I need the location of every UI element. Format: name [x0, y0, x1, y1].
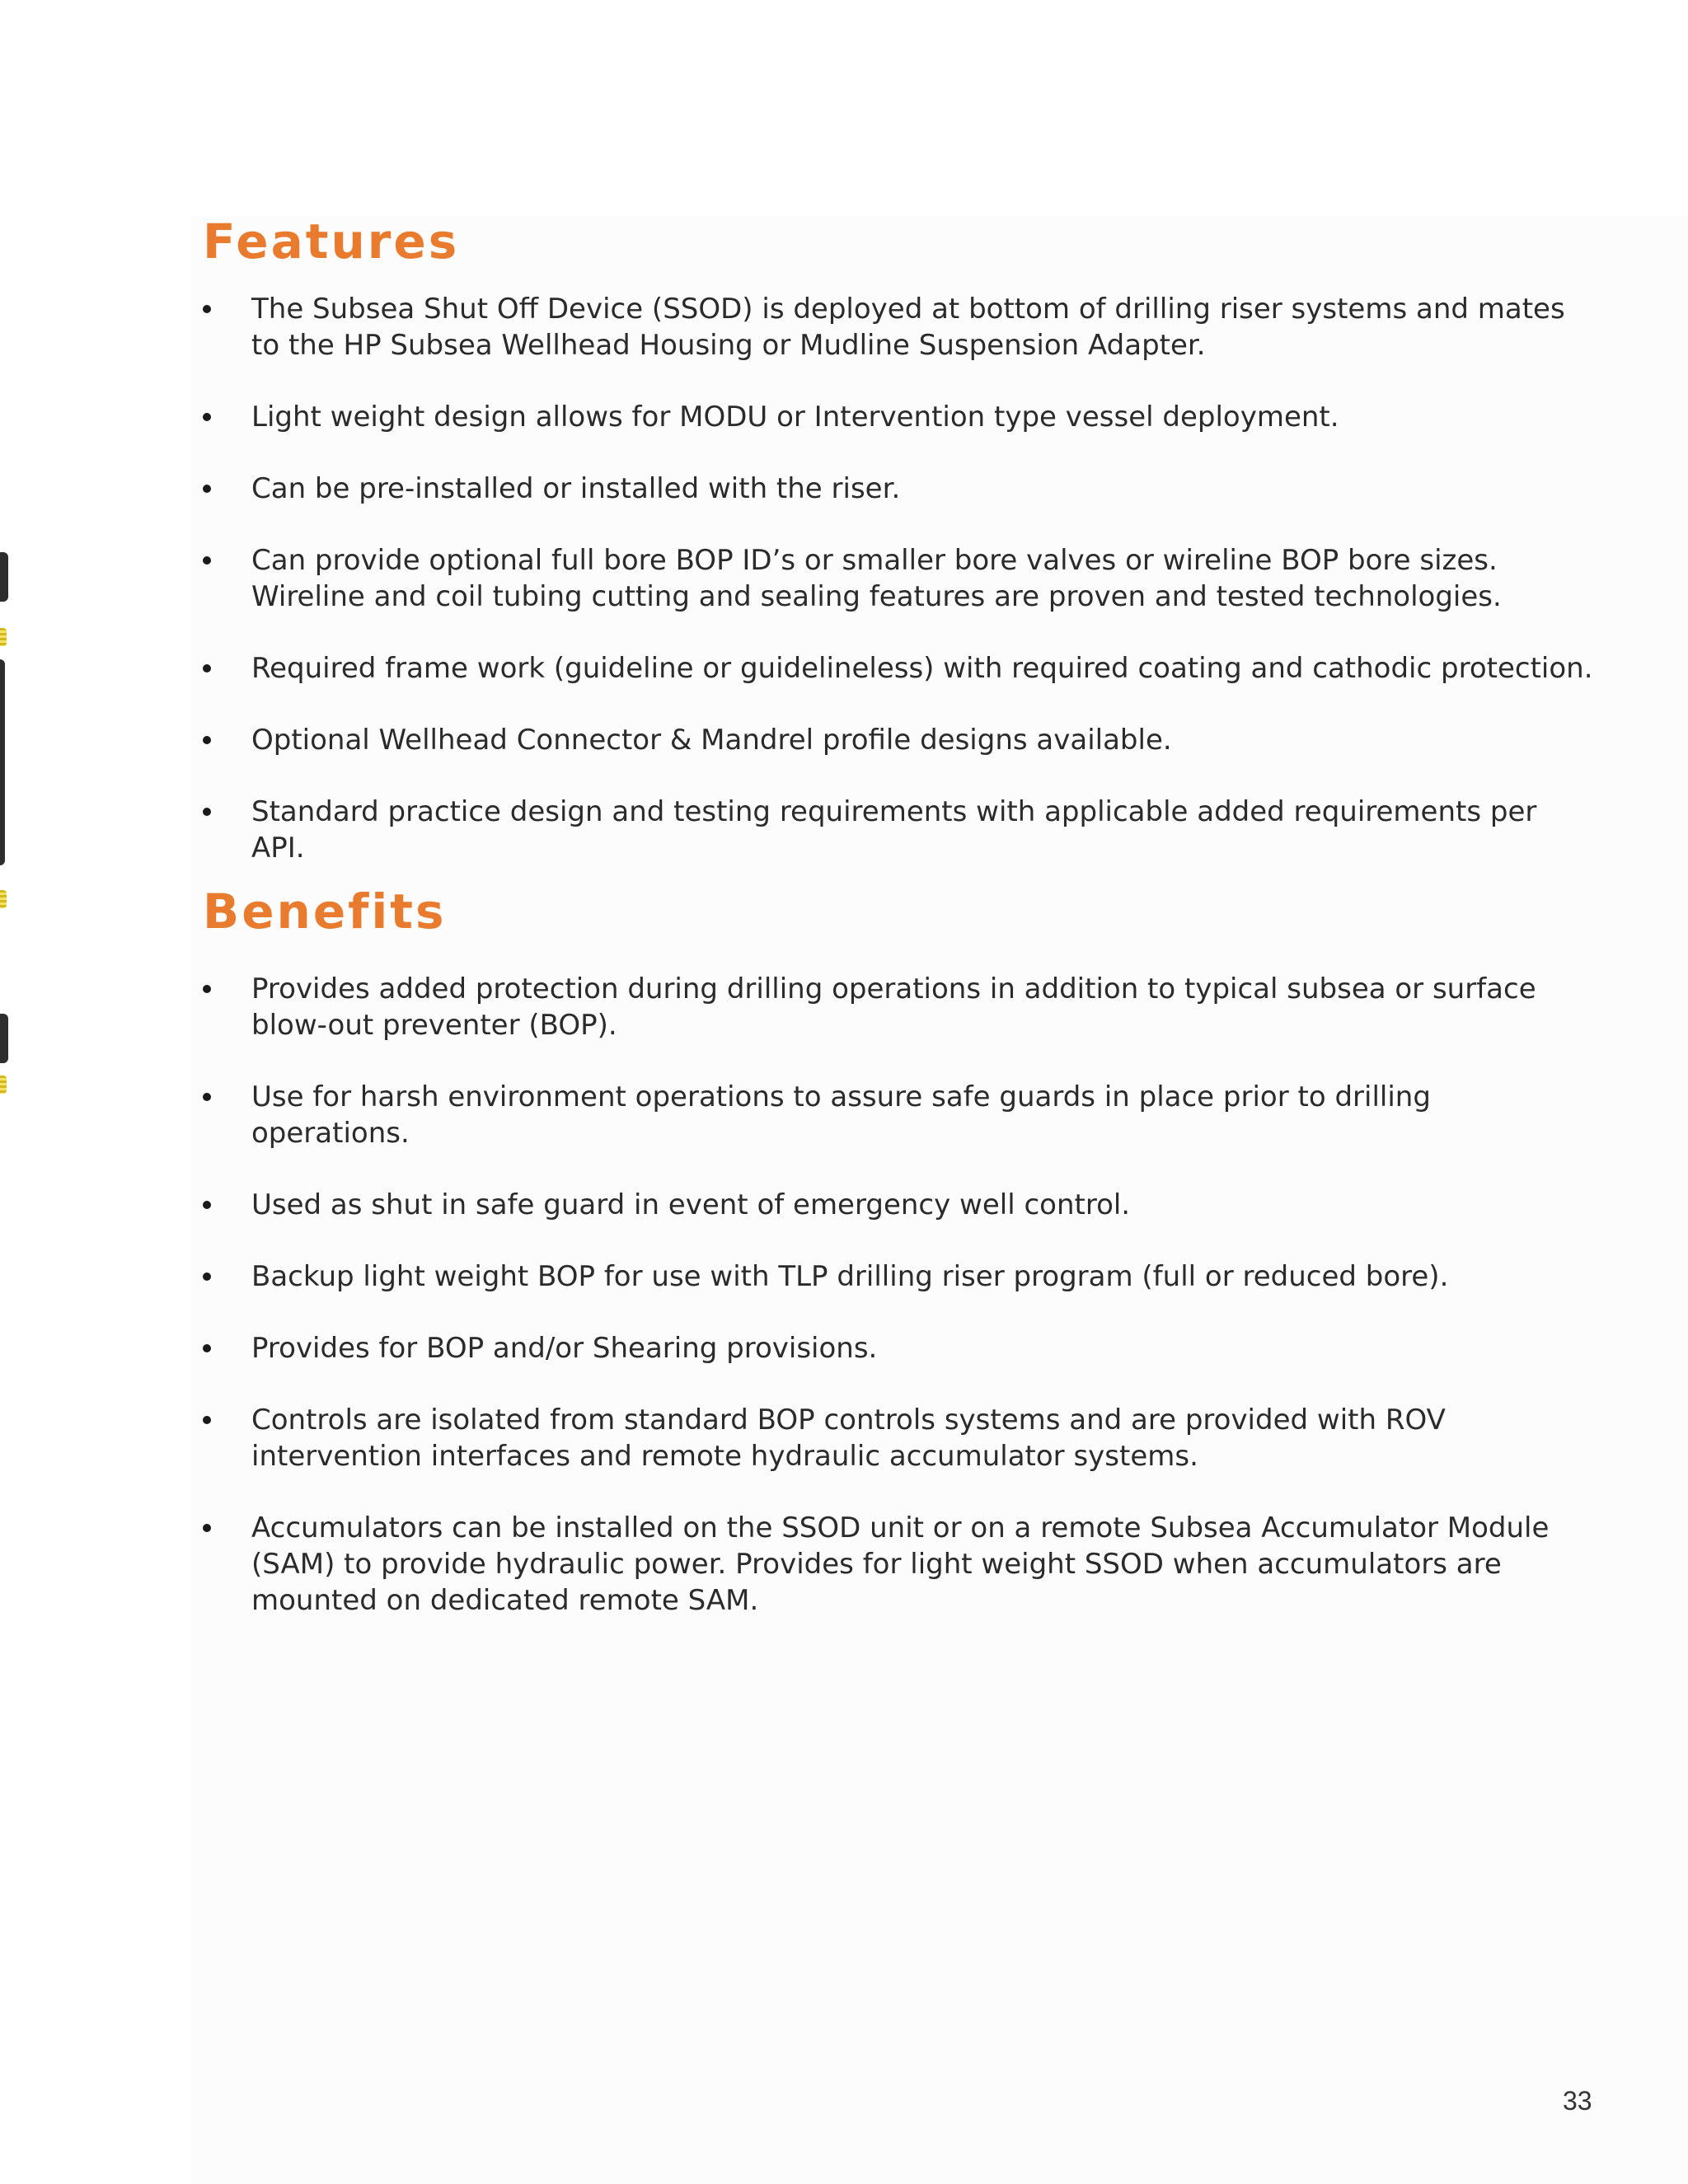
- list-item-text: Used as shut in safe guard in event of emergency well control.: [251, 1188, 1131, 1221]
- bullet-icon: [203, 556, 211, 565]
- list-item-text: Backup light weight BOP for use with TLP drilling riser program (full or reduced bore).: [251, 1260, 1449, 1293]
- list-item-text: The Subsea Shut Off Device (SSOD) is deployed at bottom of drilling riser systems and mates to the HP Subsea Wellhead Housing or Mudline Suspension Adapter.: [251, 293, 1565, 362]
- list-item-text: Standard practice design and testing requirements with applicable added requirements per API.: [251, 795, 1537, 865]
- list-item-text: Accumulators can be installed on the SSOD unit or on a remote Subsea Accumulator Module (SAM) to provide hydraulic power. Provides for light weight SSOD when accumulators are mounted on dedicated remote SAM.: [251, 1511, 1550, 1617]
- features-list: [203, 291, 1596, 902]
- bullet-icon: [203, 985, 211, 993]
- list-item: [203, 722, 1596, 758]
- list-item: [203, 1330, 1596, 1366]
- list-item-text: Can provide optional full bore BOP ID’s or smaller bore valves or wireline BOP bore sizes. Wireline and coil tubing cutting and sealing features are proven and tested technologies.: [251, 544, 1502, 613]
- list-item: [203, 399, 1596, 435]
- list-item: [203, 1402, 1596, 1474]
- list-item-text: Required frame work (guideline or guidelineless) with required coating and cathodic protection.: [251, 652, 1593, 685]
- left-edge-equipment-graphic: [0, 0, 12, 1154]
- benefits-heading: Benefits: [203, 883, 447, 940]
- bullet-icon: [203, 1524, 211, 1532]
- bullet-icon: [203, 1416, 211, 1424]
- bullet-icon: [203, 736, 211, 744]
- list-item: [203, 1510, 1596, 1619]
- list-item: [203, 1079, 1596, 1151]
- list-item: [203, 1187, 1596, 1223]
- bullet-icon: [203, 808, 211, 816]
- bullet-icon: [203, 664, 211, 673]
- list-item: [203, 471, 1596, 507]
- features-heading: Features: [203, 213, 460, 269]
- bullet-icon: [203, 485, 211, 493]
- list-item: [203, 542, 1596, 615]
- benefits-list: [203, 971, 1596, 1654]
- bullet-icon: [203, 1344, 211, 1352]
- list-item-text: Use for harsh environment operations to assure safe guards in place prior to drilling operations.: [251, 1080, 1431, 1150]
- list-item-text: Provides added protection during drilling operations in addition to typical subsea or surface blow-out preventer (BOP).: [251, 972, 1536, 1042]
- list-item: [203, 291, 1596, 363]
- bullet-icon: [203, 413, 211, 421]
- bullet-icon: [203, 1093, 211, 1101]
- bullet-icon: [203, 1201, 211, 1209]
- list-item-text: Can be pre-installed or installed with the riser.: [251, 472, 901, 505]
- list-item-text: Optional Wellhead Connector & Mandrel profile designs available.: [251, 724, 1172, 757]
- bullet-icon: [203, 1272, 211, 1281]
- list-item: [203, 971, 1596, 1043]
- list-item-text: Provides for BOP and/or Shearing provisions.: [251, 1332, 878, 1365]
- page-number: 33: [1563, 2086, 1592, 2116]
- list-item: [203, 794, 1596, 866]
- list-item: [203, 650, 1596, 687]
- list-item-text: Light weight design allows for MODU or Intervention type vessel deployment.: [251, 401, 1339, 434]
- list-item-text: Controls are isolated from standard BOP controls systems and are provided with ROV intervention interfaces and remote hydraulic accumulator systems.: [251, 1404, 1446, 1473]
- bullet-icon: [203, 305, 211, 313]
- list-item: [203, 1258, 1596, 1295]
